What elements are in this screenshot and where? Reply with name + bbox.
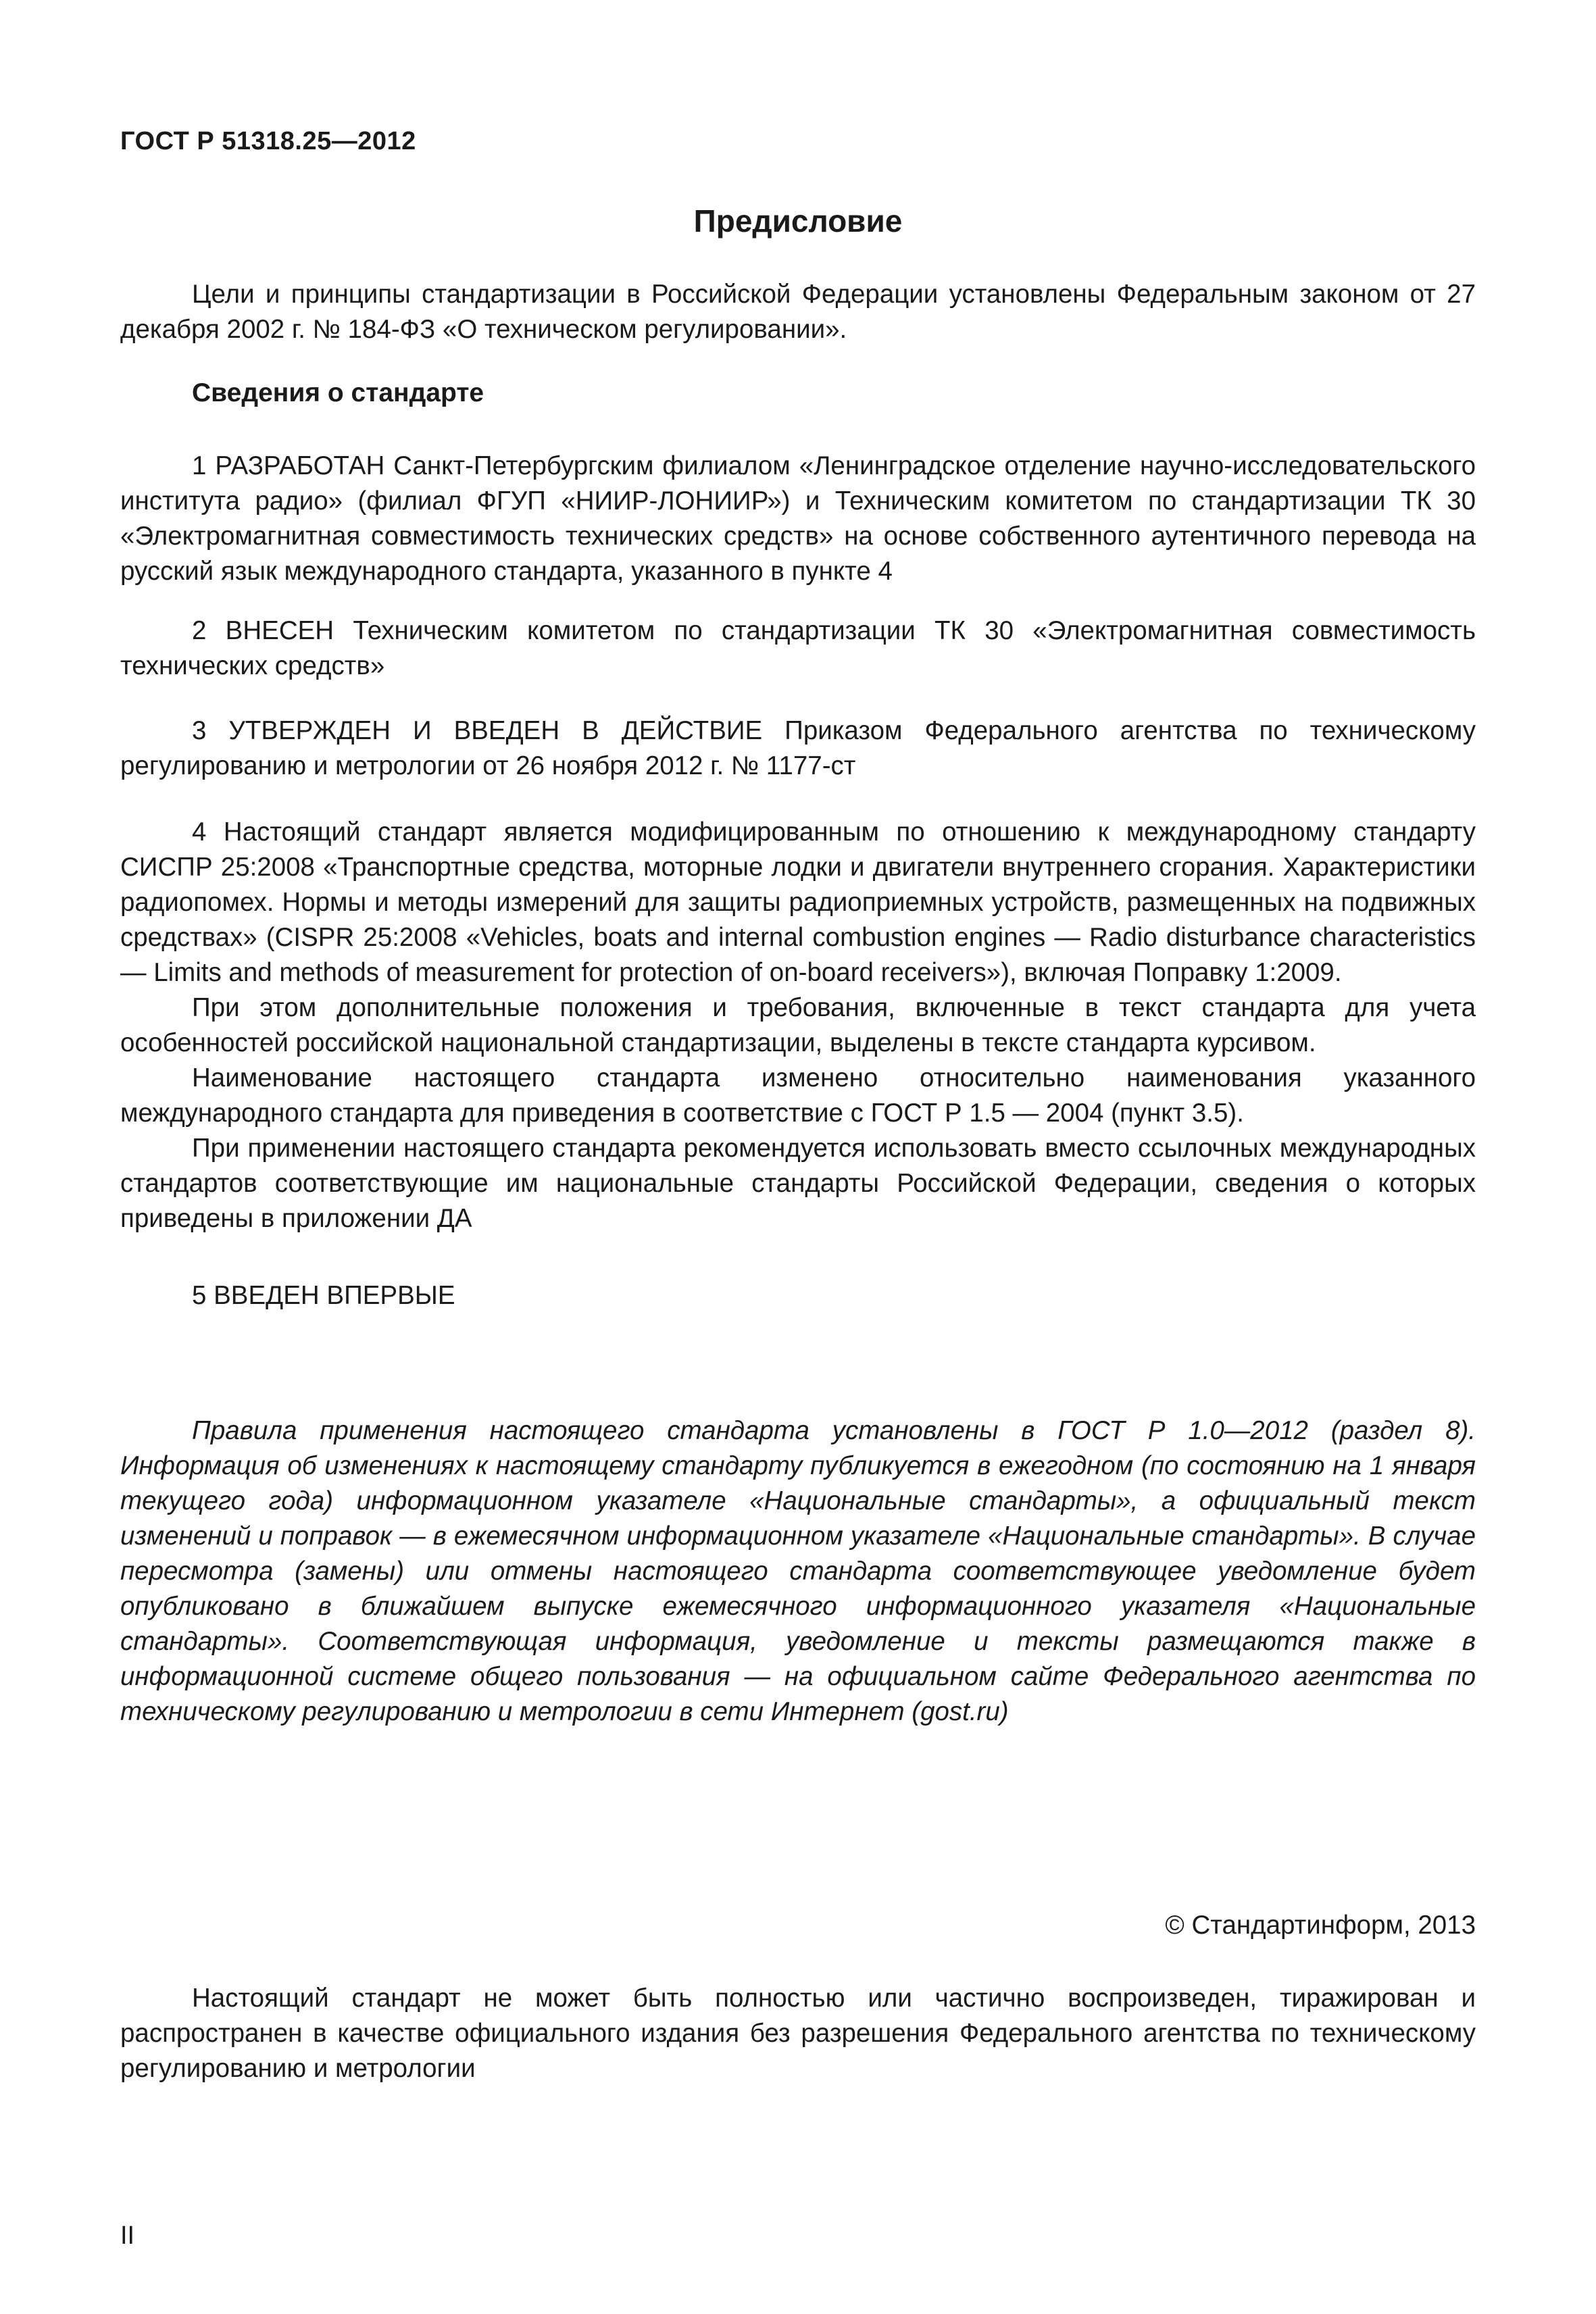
- copyright-line: © Стандартинформ, 2013: [1165, 1911, 1476, 1940]
- item-2-block: [120, 613, 1476, 684]
- item-4-paragraph-2: При этом дополнительные положения и требования, включенные в текст стандарта для учета особенностей российской национальной стандартизации, выделены в тексте стандарта курсивом.: [120, 993, 1476, 1057]
- item-1-paragraph: 1 РАЗРАБОТАН Санкт-Петербургским филиалом «Ленинградское отделение научно-исследовательского института радио» (филиал ФГУП «НИИР-ЛОНИИР») и Техническим комитетом по стандартизации ТК 30 «Электромагнитная совместимость технических средств» на основе собственного аутентичного перевода на русский язык международного стандарта, указанного в пункте 4: [120, 451, 1476, 586]
- item-4-paragraph-3: Наименование настоящего стандарта изменено относительно наименования указанного международного стандарта для приведения в соответствие с ГОСТ Р 1.5 — 2004 (пункт 3.5).: [120, 1063, 1476, 1128]
- reproduction-block: [120, 1981, 1476, 2086]
- page-title: Предисловие: [693, 203, 903, 238]
- notice-block: [120, 1413, 1476, 1730]
- intro-paragraph: Цели и принципы стандартизации в Российской Федерации установлены Федеральным законом от 27 декабря 2002 г. № 184-ФЗ «О техническом регулировании».: [120, 280, 1476, 344]
- item-2-paragraph: 2 ВНЕСЕН Техническим комитетом по стандартизации ТК 30 «Электромагнитная совместимость технических средств»: [120, 616, 1476, 680]
- notice-paragraph: Правила применения настоящего стандарта установлены в ГОСТ Р 1.0—2012 (раздел 8). Информация об изменениях к настоящему стандарту публикуется в ежегодном (по состоянию на 1 января текущего года) информационном указателе «Национальные стандарты», а официальный текст изменений и поправок — в ежемесячном информационном указателе «Национальные стандарты». В случае пересмотра (замены) или отмены настоящего стандарта соответствующее уведомление будет опубликовано в ближайшем выпуске ежемесячного информационного указателя «Национальные стандарты». Соответствующая информация, уведомление и тексты размещаются также в информационной системе общего пользования — на официальном сайте Федерального агентства по техническому регулированию и метрологии в сети Интернет (gost.ru): [120, 1416, 1476, 1726]
- item-3-paragraph: 3 УТВЕРЖДЕН И ВВЕДЕН В ДЕЙСТВИЕ Приказом Федерального агентства по техническому регулированию и метрологии от 26 ноября 2012 г. № 1177-ст: [120, 716, 1476, 780]
- item-3-block: [120, 713, 1476, 784]
- item-4-paragraph-4: При применении настоящего стандарта рекомендуется использовать вместо ссылочных международных стандартов соответствующие им национальные стандарты Российской Федерации, сведения о которых приведены в приложении ДА: [120, 1134, 1476, 1233]
- section-subhead: Сведения о стандарте: [192, 378, 484, 407]
- page-number: II: [120, 2221, 135, 2250]
- reproduction-paragraph: Настоящий стандарт не может быть полностью или частично воспроизведен, тиражирован и распространен в качестве официального издания без разрешения Федерального агентства по техническому регулированию и метрологии: [120, 1984, 1476, 2083]
- item-4-paragraph-1: 4 Настоящий стандарт является модифицированным по отношению к международному стандарту СИСПР 25:2008 «Транспортные средства, моторные лодки и двигатели внутреннего сгорания. Характеристики радиопомех. Нормы и методы измерений для защиты радиоприемных устройств, размещенных на подвижных средствах» (CISPR 25:2008 «Vehicles, boats and internal combustion engines — Radio disturbance characteristics — Limits and methods of measurement for protection of on-board receivers»), включая Поправку 1:2009.: [120, 818, 1476, 987]
- intro-block: [120, 277, 1476, 347]
- item-1-block: [120, 449, 1476, 589]
- item-4-block: [120, 815, 1476, 1236]
- item-5-block: [120, 1278, 1476, 1313]
- item-5-paragraph: 5 ВВЕДЕН ВПЕРВЫЕ: [192, 1281, 455, 1310]
- standard-code: ГОСТ Р 51318.25—2012: [120, 127, 416, 155]
